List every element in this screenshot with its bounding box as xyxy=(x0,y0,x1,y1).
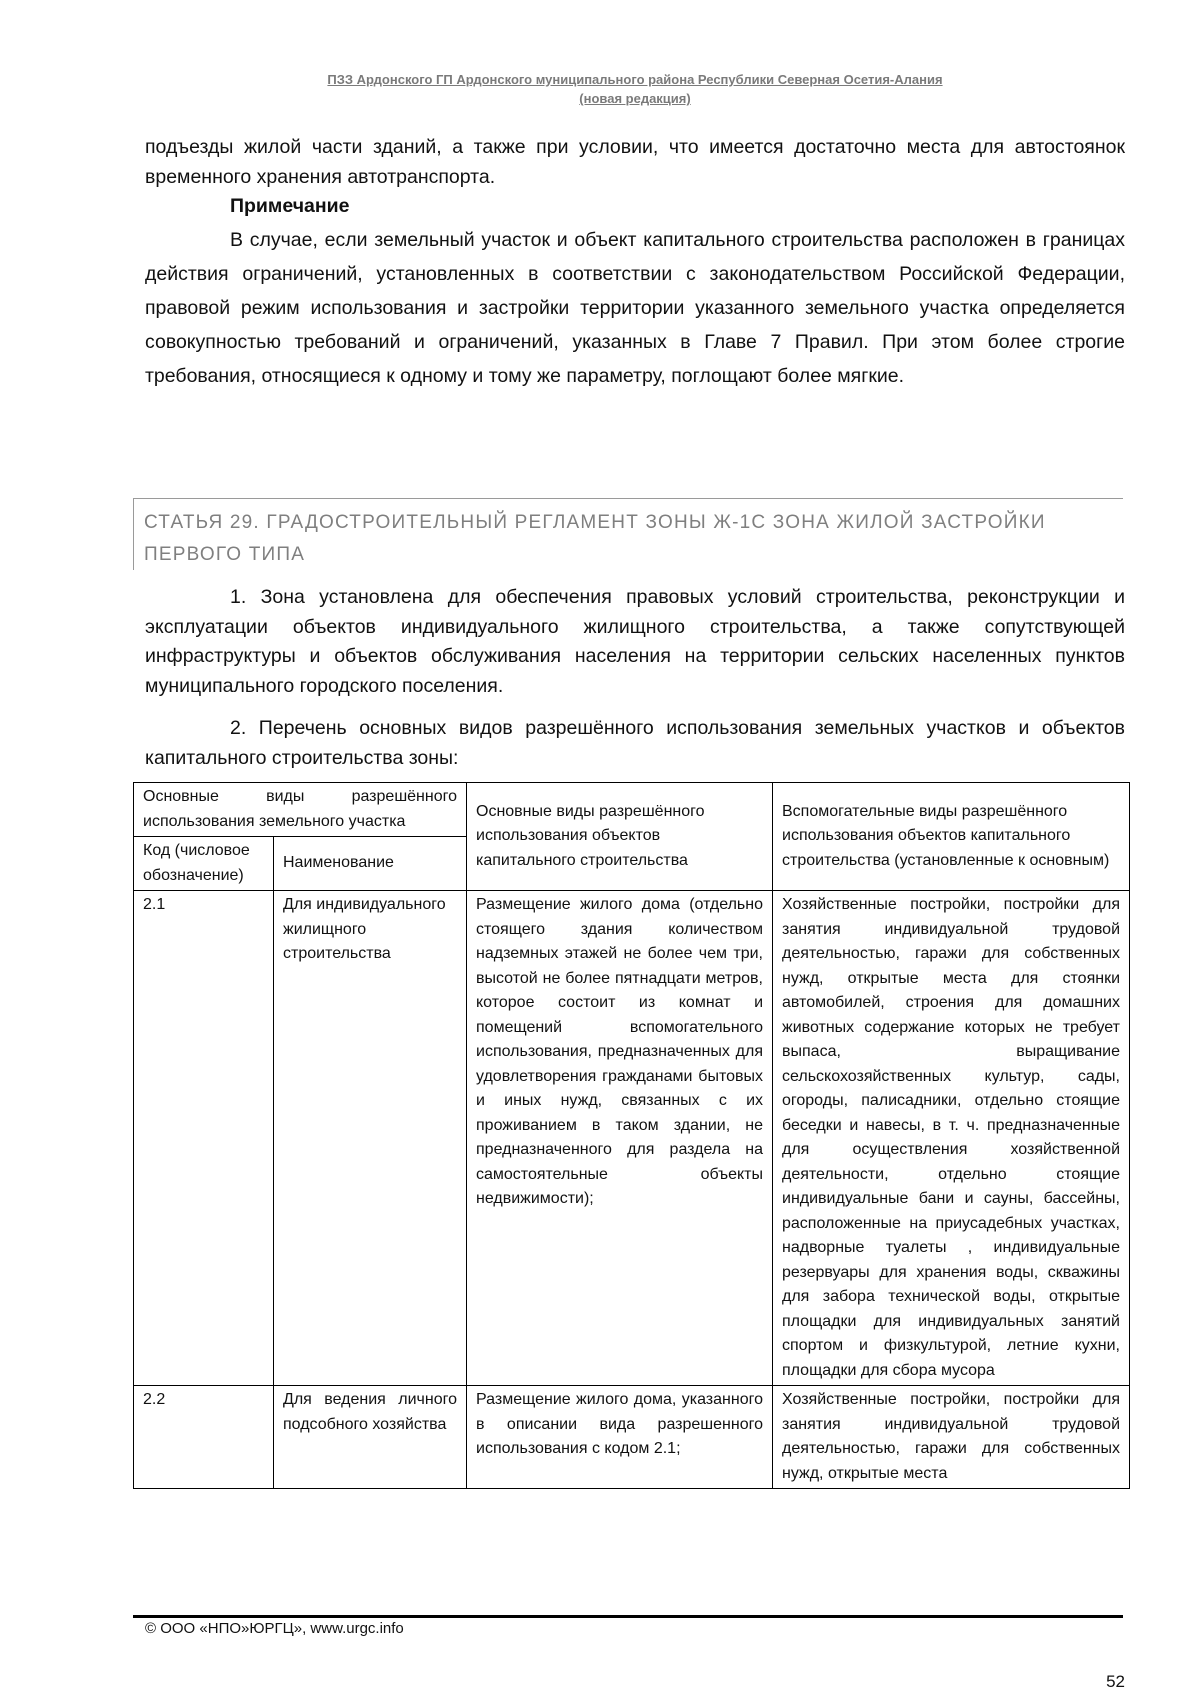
page-number: 52 xyxy=(1106,1672,1125,1691)
header-land-use: Основные виды разрешённого использования земельного участка xyxy=(134,783,467,837)
table-header-row xyxy=(134,783,1130,837)
header-aux-objects: Вспомогательные виды разрешённого использования объектов капитального строительства (установленные к основным) xyxy=(773,783,1130,891)
land-use-table xyxy=(133,782,1130,1489)
note-title: Примечание xyxy=(230,195,350,217)
note-text: В случае, если земельный участок и объект капитального строительства расположен в границах действия ограничений, установленных в соответствии с законодательством Российской Федерации, правовой режим использования и застройки территории указанного земельного участка определяется совокупностью требований и ограничений, указанных в Главе 7 Правил. При этом более строгие требования, относящиеся к одному и тому же параметру, поглощают более мягкие. xyxy=(145,229,1125,387)
header-name: Наименование xyxy=(274,837,467,891)
running-header-title: ПЗЗ Ардонского ГП Ардонского муниципального района Республики Северная Осетия-Алания xyxy=(327,72,943,87)
footer-copyright: © ООО «НПО»ЮРГЦ», www.urgc.info xyxy=(145,1620,404,1637)
footer-divider xyxy=(133,1615,1123,1618)
article-heading: СТАТЬЯ 29. ГРАДОСТРОИТЕЛЬНЫЙ РЕГЛАМЕНТ ЗОНЫ Ж-1С ЗОНА ЖИЛОЙ ЗАСТРОЙКИ ПЕРВОГО ТИПА xyxy=(133,498,1123,570)
running-header-edition: (новая редакция) xyxy=(579,91,691,106)
row-main-use: Размещение жилого дома (отдельно стоящего здания количеством надземных этажей не более чем три, высотой не более пятнадцати метров, которое состоит из комнат и помещений вспомогательного использования, предназначенных для удовлетворения гражданами бытовых и иных нужд, связанных с их проживанием в таком здании, не предназначенного для раздела на самостоятельные объекты недвижимости); xyxy=(467,891,773,1386)
paragraph-use-list-intro: 2. Перечень основных видов разрешённого использования земельных участков и объектов капитального строительства зоны: xyxy=(145,717,1125,769)
paragraph-zone-purpose: 1. Зона установлена для обеспечения правовых условий строительства, реконструкции и эксплуатации объектов индивидуального жилищного строительства, а также сопутствующей инфраструктуры и объектов обслуживания населения на территории сельских населенных пунктов муниципального городского поселения. xyxy=(145,586,1125,697)
row-name: Для ведения личного подсобного хозяйства xyxy=(274,1386,467,1489)
intro-paragraph: подъезды жилой части зданий, а также при условии, что имеется достаточно места для автостоянок временного хранения автотранспорта. xyxy=(145,136,1125,188)
row-main-use: Размещение жилого дома, указанного в описании вида разрешенного использования с кодом 2.1; xyxy=(467,1386,773,1489)
row-code: 2.1 xyxy=(134,891,274,1386)
row-aux-use: Хозяйственные постройки, постройки для занятия индивидуальной трудовой деятельностью, гаражи для собственных нужд, открытые места xyxy=(773,1386,1130,1489)
table-row xyxy=(134,1386,1130,1489)
row-name: Для индивидуального жилищного строительства xyxy=(274,891,467,1386)
running-header xyxy=(145,70,1125,108)
header-main-objects: Основные виды разрешённого использования объектов капитального строительства xyxy=(467,783,773,891)
row-code: 2.2 xyxy=(134,1386,274,1489)
table-row xyxy=(134,891,1130,1386)
row-aux-use: Хозяйственные постройки, постройки для занятия индивидуальной трудовой деятельностью, гаражи для собственных нужд, открытые места для стоянки автомобилей, строения для домашних животных содержание которых не требует выпаса, выращивание сельскохозяйственных культур, сады, огороды, палисадники, отдельно стоящие беседки и навесы, в т. ч. предназначенные для осуществления хозяйственной деятельности, отдельно стоящие индивидуальные бани и сауны, бассейны, расположенные на приусадебных участках, надворные туалеты , индивидуальные резервуары для хранения воды, скважины для забора технической воды, открытые площадки для индивидуальных занятий спортом и физкультурой, летние кухни, площадки для сбора мусора xyxy=(773,891,1130,1386)
header-code: Код (числовое обозначение) xyxy=(134,837,274,891)
